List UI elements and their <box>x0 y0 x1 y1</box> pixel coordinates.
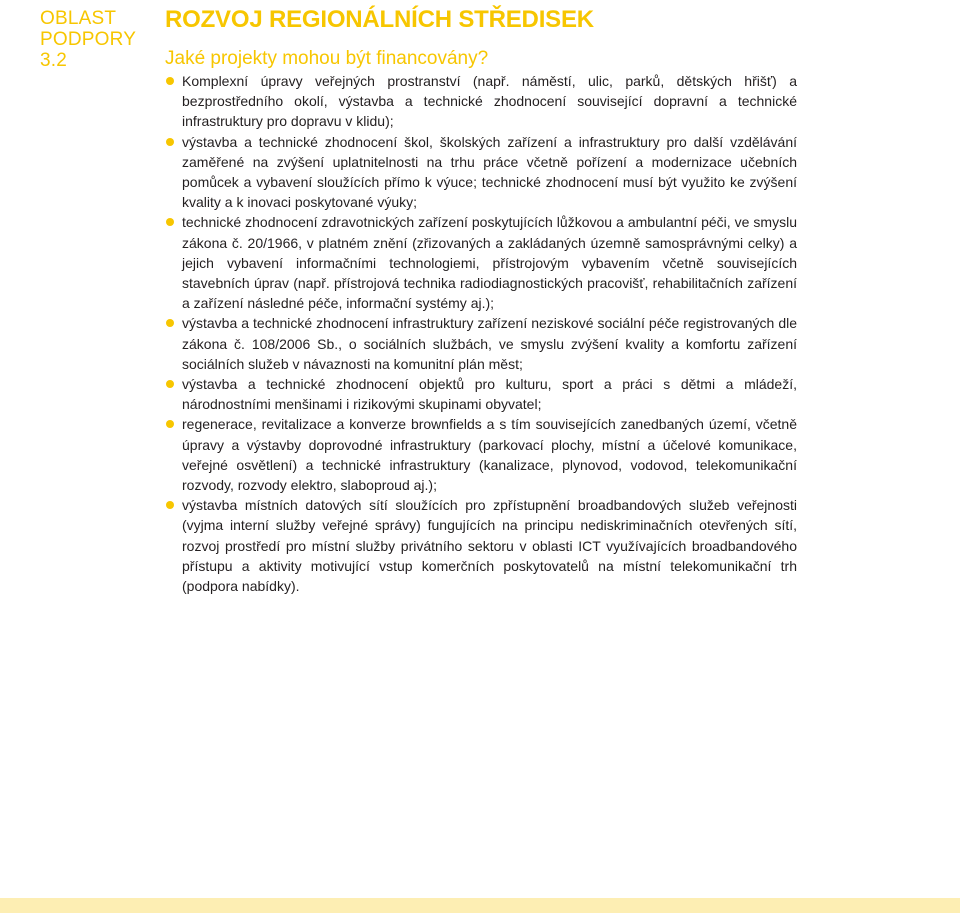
page-title: ROZVOJ REGIONÁLNÍCH STŘEDISEK <box>165 6 594 33</box>
list-item <box>165 132 797 213</box>
list-item-text: výstavba a technické zhodnocení objektů pro kulturu, sport a práci s dětmi a mládeží, národnostními menšinami i rizikovými skupinami obyvatel; <box>182 376 797 413</box>
bullet-dot-icon <box>166 380 174 388</box>
eligible-projects-list <box>165 71 797 596</box>
list-item <box>165 212 797 313</box>
bullet-dot-icon <box>166 138 174 146</box>
bullet-dot-icon <box>166 420 174 428</box>
list-item <box>165 374 797 414</box>
section-label <box>40 8 150 71</box>
section-label-line-2: PODPORY <box>40 29 137 50</box>
list-item-text: výstavba místních datových sítí sloužících pro zpřístupnění broadbandových služeb veřejnosti (vyjma interní služby veřejné správy) fungujících na principu nediskriminačních otevřených sítí, rozvoj prostředí pro místní služby privátního sektoru v oblasti ICT využívajících broadbandového přístupu a aktivity motivující vstup komerčních poskytovatelů na místní telekomunikační trh (podpora nabídky). <box>182 497 797 595</box>
list-item-text: výstavba a technické zhodnocení infrastruktury zařízení neziskové sociální péče registrovaných dle zákona č. 108/2006 Sb., o sociálních službách, ve smyslu zvýšení kvality a komfortu zařízení sociálních služeb v návaznosti na komunitní plán měst; <box>182 315 797 372</box>
bullet-dot-icon <box>166 218 174 226</box>
list-item <box>165 495 797 596</box>
bullet-dot-icon <box>166 77 174 85</box>
section-label-line-1: OBLAST <box>40 8 117 29</box>
main-content <box>165 6 797 596</box>
list-item <box>165 414 797 495</box>
list-item-text: regenerace, revitalizace a konverze brownfields a s tím souvisejících zanedbaných území, včetně úpravy a výstavby doprovodné infrastruktury (parkovací plochy, místní a účelové komunikace, veřejné osvětlení) a technické infrastruktury (kanalizace, plynovod, vodovod, telekomunikační rozvody, rozvody elektro, slaboproud aj.); <box>182 416 797 494</box>
bullet-dot-icon <box>166 319 174 327</box>
list-item <box>165 71 797 132</box>
section-label-number: 3.2 <box>40 50 68 71</box>
list-item-text: technické zhodnocení zdravotnických zařízení poskytujících lůžkovou a ambulantní péči, ve smyslu zákona č. 20/1966, v platném znění (zřizovaných a zakládaných územně samosprávnými celky) a jejich vybavení informačními technologiemi, přístrojovým vybavením včetně souvisejících stavebních úprav (např. přístrojová technika radiodiagnostických pracovišť, rehabilitačních zařízení a zařízení následné péče, informační systémy aj.); <box>182 214 797 312</box>
list-item <box>165 313 797 374</box>
bullet-dot-icon <box>166 501 174 509</box>
footer-band <box>0 898 960 913</box>
list-item-text: Komplexní úpravy veřejných prostranství (např. náměstí, ulic, parků, dětských hřišť) a bezprostředního okolí, výstavba a technické zhodnocení související dopravní a technické infrastruktury pro dopravu v klidu); <box>182 73 797 130</box>
list-item-text: výstavba a technické zhodnocení škol, školských zařízení a infrastruktury pro další vzdělávání zaměřené na zvýšení uplatnitelnosti na trhu práce včetně pořízení a modernizace učebních pomůcek a vybavení sloužících přímo k výuce; technické zhodnocení musí být využito ke zvýšení kvality a k inovaci poskytované výuky; <box>182 133 797 211</box>
section-subtitle: Jaké projekty mohou být financovány? <box>165 48 489 69</box>
